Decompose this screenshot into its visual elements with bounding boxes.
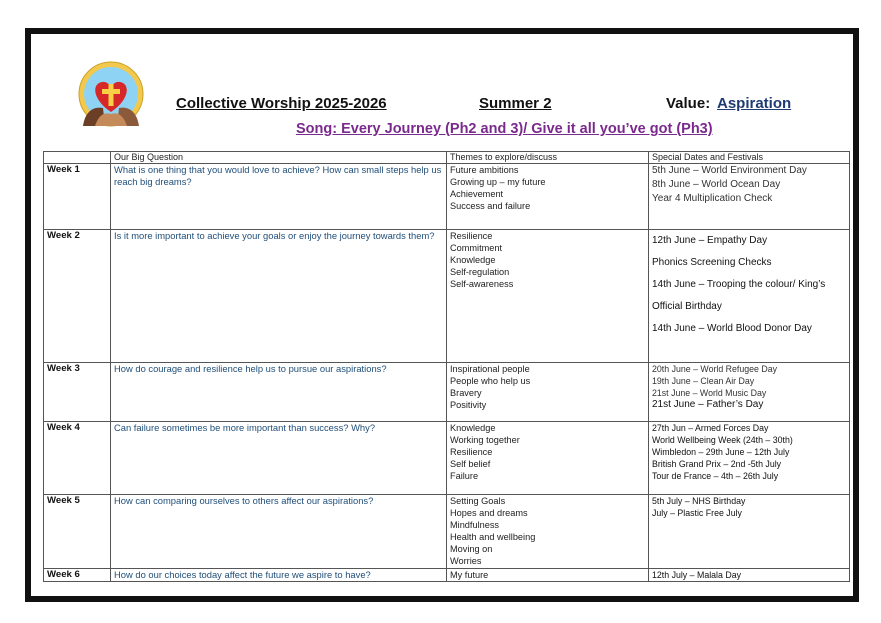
themes-cell xyxy=(447,230,649,363)
week-label: Week 5 xyxy=(44,495,111,569)
theme-item: Working together xyxy=(450,435,520,445)
table-row xyxy=(44,230,850,363)
date-item: 8th June – World Ocean Day xyxy=(652,179,781,190)
term-label: Summer 2 xyxy=(479,95,552,112)
theme-item: Bravery xyxy=(450,388,482,398)
date-item: 20th June – World Refugee Day xyxy=(652,364,778,374)
date-item: British Grand Prix – 2nd -5th July xyxy=(652,459,782,469)
theme-item: Health and wellbeing xyxy=(450,532,536,542)
theme-item: Moving on xyxy=(450,544,493,554)
dates-cell xyxy=(649,495,850,569)
table-row xyxy=(44,569,850,582)
date-item: 21st June – World Music Day xyxy=(652,388,767,398)
theme-item: Self-awareness xyxy=(450,279,514,289)
date-item: 21st June – Father’s Day xyxy=(652,399,764,410)
week-label: Week 3 xyxy=(44,363,111,422)
theme-item: Commitment xyxy=(450,243,503,253)
theme-item: Success and failure xyxy=(450,201,531,211)
week-label: Week 4 xyxy=(44,422,111,495)
theme-item: Worries xyxy=(450,556,482,566)
theme-item: Hopes and dreams xyxy=(450,508,528,518)
theme-item: Self belief xyxy=(450,459,491,469)
theme-item: Resilience xyxy=(450,231,493,241)
theme-item: Self-regulation xyxy=(450,267,510,277)
themes-cell xyxy=(447,495,649,569)
date-item: World Wellbeing Week (24th – 30th) xyxy=(652,435,793,445)
date-item: 5th July – NHS Birthday xyxy=(652,496,746,506)
date-item: Wimbledon – 29th June – 12th July xyxy=(652,447,790,457)
theme-item: Future ambitions xyxy=(450,165,519,175)
date-item: 5th June – World Environment Day xyxy=(652,165,807,176)
big-question: Can failure sometimes be more important than success? Why? xyxy=(111,422,447,495)
big-question: How can comparing ourselves to others affect our aspirations? xyxy=(111,495,447,569)
date-item: 14th June – World Blood Donor Day xyxy=(652,323,812,334)
value-label: Value: xyxy=(666,95,711,112)
table-row xyxy=(44,164,850,230)
dates-cell xyxy=(649,422,850,495)
song-title: Song: Every Journey (Ph2 and 3)/ Give it all you’ve got (Ph3) xyxy=(296,121,713,137)
date-item: 27th Jun – Armed Forces Day xyxy=(652,423,769,433)
date-item: Year 4 Multiplication Check xyxy=(652,193,773,204)
date-item: 19th June – Clean Air Day xyxy=(652,376,755,386)
theme-item: Knowledge xyxy=(450,255,496,265)
theme-item: Achievement xyxy=(450,189,504,199)
themes-cell xyxy=(447,164,649,230)
dates-cell xyxy=(649,230,850,363)
big-question: Is it more important to achieve your goals or enjoy the journey towards them? xyxy=(111,230,447,363)
dates-cell xyxy=(649,164,850,230)
date-item: July – Plastic Free July xyxy=(652,508,742,518)
page-title: Collective Worship 2025-2026 xyxy=(176,95,387,112)
theme-item: Knowledge xyxy=(450,423,496,433)
table-header-row xyxy=(44,152,850,164)
big-question: How do our choices today affect the future we aspire to have? xyxy=(111,569,447,582)
themes-cell xyxy=(447,422,649,495)
table-row xyxy=(44,422,850,495)
table-row xyxy=(44,363,850,422)
theme-item: Mindfulness xyxy=(450,520,500,530)
worship-plan-table xyxy=(43,151,850,582)
theme-item: People who help us xyxy=(450,376,531,386)
date-item: 14th June – Trooping the colour/ King’s xyxy=(652,279,826,290)
themes-cell xyxy=(447,363,649,422)
date-item: Phonics Screening Checks xyxy=(652,257,772,268)
school-logo xyxy=(69,60,153,128)
dates-cell xyxy=(649,569,850,582)
column-header: Themes to explore/discuss xyxy=(447,152,649,164)
theme-item: Setting Goals xyxy=(450,496,506,506)
value-text: Aspiration xyxy=(717,95,792,112)
theme-item: Inspirational people xyxy=(450,364,530,374)
date-item: 12th June – Empathy Day xyxy=(652,235,768,246)
column-header: Special Dates and Festivals xyxy=(649,152,850,164)
theme-item: Growing up – my future xyxy=(450,177,546,187)
column-header xyxy=(44,152,111,164)
week-label: Week 2 xyxy=(44,230,111,363)
theme-item: Positivity xyxy=(450,400,487,410)
page-frame xyxy=(25,28,859,602)
theme-item: Resilience xyxy=(450,447,493,457)
themes-cell xyxy=(447,569,649,582)
dates-cell xyxy=(649,363,850,422)
theme-item: My future xyxy=(450,570,489,580)
date-item: 12th July – Malala Day xyxy=(652,570,741,580)
week-label: Week 1 xyxy=(44,164,111,230)
big-question: What is one thing that you would love to achieve? How can small steps help us reach big dreams? xyxy=(111,164,447,230)
date-item: Official Birthday xyxy=(652,301,722,312)
date-item: Tour de France – 4th – 26th July xyxy=(652,471,779,481)
week-label: Week 6 xyxy=(44,569,111,582)
table-row xyxy=(44,495,850,569)
big-question: How do courage and resilience help us to pursue our aspirations? xyxy=(111,363,447,422)
column-header: Our Big Question xyxy=(111,152,447,164)
theme-item: Failure xyxy=(450,471,479,481)
